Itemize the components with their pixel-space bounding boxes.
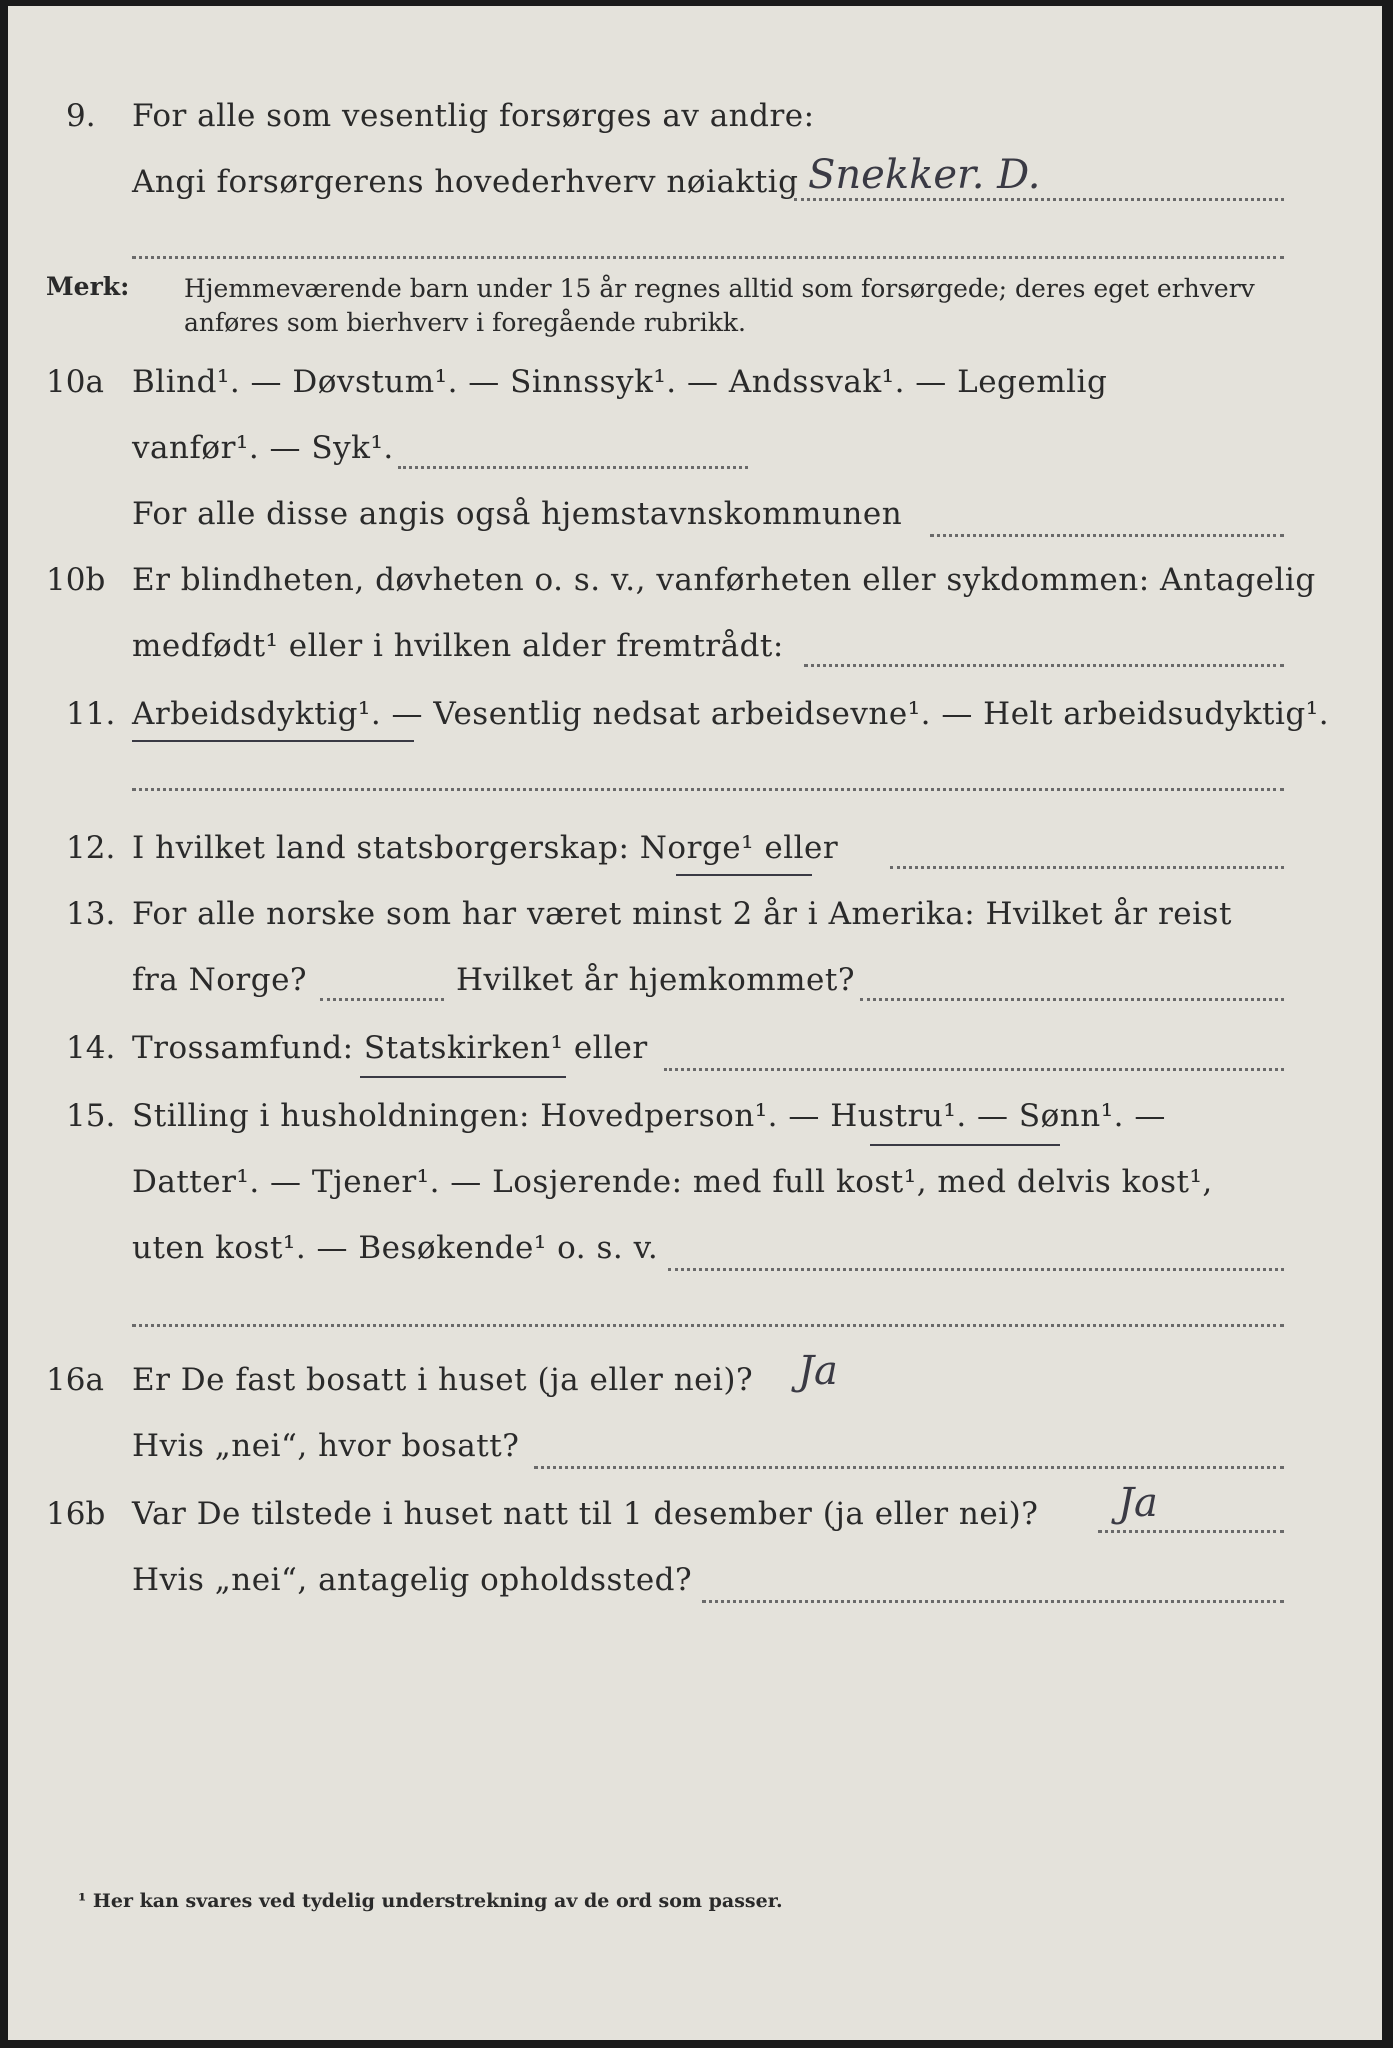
q16a-number: 16a xyxy=(46,1362,104,1398)
q13-line1: For alle norske som har været minst 2 år i Amerika: Hvilket år reist xyxy=(132,896,1232,932)
q11-answer-underline xyxy=(132,740,414,742)
q16b-answer-line xyxy=(1098,1530,1284,1533)
q15-row3 xyxy=(8,1230,1382,1290)
q12-row xyxy=(8,830,1382,890)
q13-reist-line xyxy=(320,998,444,1001)
merk-label: Merk: xyxy=(46,272,130,301)
q14-answer-underline xyxy=(360,1076,566,1078)
q11-line1: Arbeidsdyktig¹. — Vesentlig nedsat arbeidsevne¹. — Helt arbeidsudyktig¹. xyxy=(132,696,1330,732)
q11-extra-line xyxy=(132,788,1284,791)
merk-text: Hjemmeværende barn under 15 år regnes alltid som forsørgede; deres eget erhverv anføres som bierhverv i foregående rubrikk. xyxy=(184,274,1255,337)
q12-number: 12. xyxy=(66,830,116,866)
q9-row xyxy=(8,98,1382,158)
q15-number: 15. xyxy=(66,1098,116,1134)
q15-answer-line xyxy=(668,1268,1284,1271)
q9-handwritten-answer: Snekker. D. xyxy=(808,152,1041,198)
q10a-line3: For alle disse angis også hjemstavnskommunen xyxy=(132,496,903,532)
q10b-answer-line xyxy=(804,664,1284,667)
q9-row2 xyxy=(8,152,1382,224)
q12-answer-line xyxy=(890,866,1284,869)
q15-answer-underline xyxy=(870,1144,1060,1146)
q10a-row3 xyxy=(8,496,1382,556)
q15-extra-line xyxy=(132,1324,1284,1327)
q9-line1: For alle som vesentlig forsørges av andre: xyxy=(132,98,815,134)
q16b-number: 16b xyxy=(46,1496,106,1532)
q11-number: 11. xyxy=(66,696,116,732)
q14-number: 14. xyxy=(66,1030,116,1066)
q9-number: 9. xyxy=(66,98,96,134)
q16a-line1: Er De fast bosatt i huset (ja eller nei)? xyxy=(132,1362,754,1398)
q16a-row2 xyxy=(8,1428,1382,1488)
q13-line2a: fra Norge? xyxy=(132,962,308,998)
q13-number: 13. xyxy=(66,896,116,932)
q16b-line2: Hvis „nei“, antagelig opholdssted? xyxy=(132,1562,693,1598)
q10b-number: 10b xyxy=(46,562,106,598)
q10a-kommune-line xyxy=(930,534,1284,537)
q15-line2: Datter¹. — Tjener¹. — Losjerende: med full kost¹, med delvis kost¹, xyxy=(132,1164,1213,1200)
q11-row xyxy=(8,696,1382,756)
q14-line1: Trossamfund: Statskirken¹ eller xyxy=(132,1030,648,1066)
q10b-line2: medfødt¹ eller i hvilken alder fremtrådt: xyxy=(132,628,784,664)
q15-row2 xyxy=(8,1164,1382,1224)
q16b-row2 xyxy=(8,1562,1382,1622)
q14-answer-line xyxy=(664,1068,1284,1071)
q13-line2b: Hvilket år hjemkommet? xyxy=(456,962,855,998)
q10a-row xyxy=(8,364,1382,424)
q10b-row xyxy=(8,562,1382,622)
q16b-line1: Var De tilstede i huset natt til 1 desember (ja eller nei)? xyxy=(132,1496,1039,1532)
q15-line3: uten kost¹. — Besøkende¹ o. s. v. xyxy=(132,1230,659,1266)
q15-row xyxy=(8,1098,1382,1158)
q16b-row xyxy=(8,1480,1382,1556)
q9-answer-line xyxy=(794,198,1284,201)
q10a-line2: vanfør¹. — Syk¹. xyxy=(132,430,394,466)
q12-answer-underline xyxy=(676,874,812,876)
q13-row xyxy=(8,896,1382,956)
q15-line1: Stilling i husholdningen: Hovedperson¹. — Hustru¹. — Sønn¹. — xyxy=(132,1098,1166,1134)
q16a-bosatt-line xyxy=(534,1466,1284,1469)
q14-row xyxy=(8,1030,1382,1090)
q10a-row2 xyxy=(8,430,1382,490)
q16a-handwritten-answer: Ja xyxy=(798,1348,838,1394)
q9-extra-line xyxy=(132,256,1284,259)
q10a-line1: Blind¹. — Døvstum¹. — Sinnssyk¹. — Andssvak¹. — Legemlig xyxy=(132,364,1108,400)
q13-hjemkommet-line xyxy=(860,998,1284,1001)
q16b-opholdssted-line xyxy=(702,1600,1284,1603)
q16a-line2: Hvis „nei“, hvor bosatt? xyxy=(132,1428,520,1464)
q10b-row2 xyxy=(8,628,1382,688)
q10a-number: 10a xyxy=(46,364,104,400)
q12-line1: I hvilket land statsborgerskap: Norge¹ eller xyxy=(132,830,839,866)
q16a-row xyxy=(8,1348,1382,1422)
census-form-page xyxy=(8,6,1382,2040)
q10b-line1: Er blindheten, døvheten o. s. v., vanførheten eller sykdommen: Antagelig xyxy=(132,562,1316,598)
q16b-handwritten-answer: Ja xyxy=(1118,1480,1158,1526)
footnote: ¹ Her kan svares ved tydelig understrekning av de ord som passer. xyxy=(78,1890,783,1912)
q9-line2: Angi forsørgerens hovederhverv nøiaktig xyxy=(132,164,799,200)
q13-row2 xyxy=(8,962,1382,1022)
q10a-syk-line xyxy=(398,466,748,469)
